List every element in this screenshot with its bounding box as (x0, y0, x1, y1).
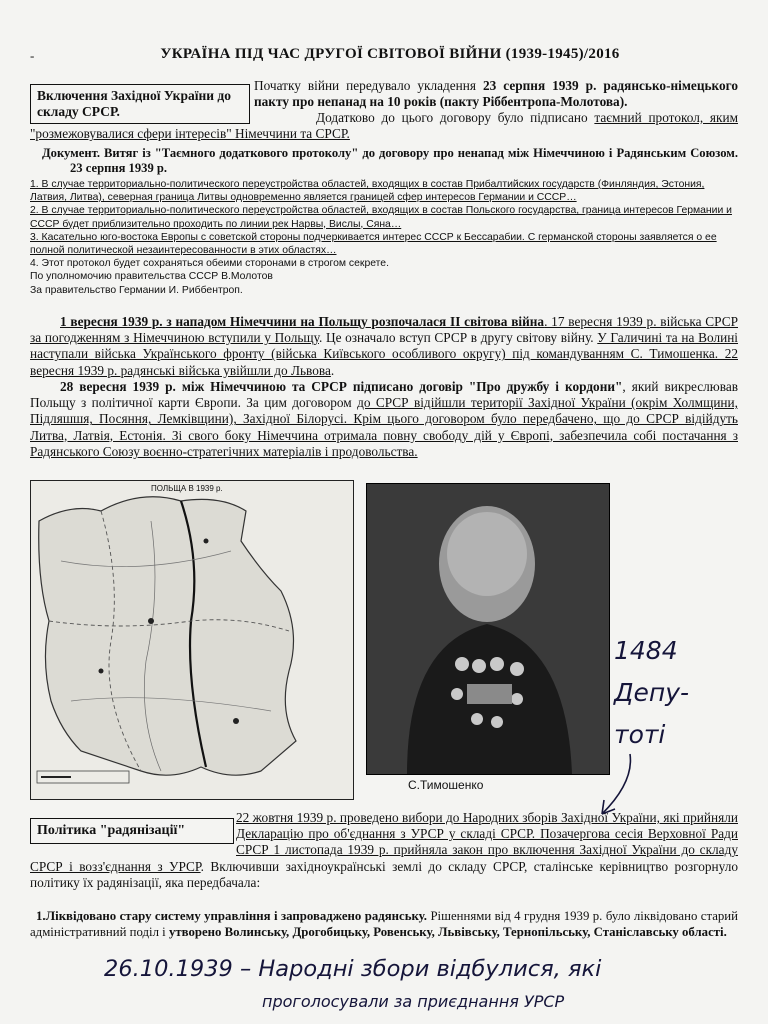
section2-paragraph1 (30, 314, 738, 379)
ukrainian-front: У Галичині та на Волині наступали війська Українського фронту (війська Київського особливого округу) під командуванням С. Тимошенка. 22 вересня 1939 р. радянські війська увійшли до Львова (30, 330, 739, 378)
sovietization-text: . Включивши західноукраїнські землі до складу СРСР, сталінське керівництво розгорнуло політику їх радянізації, яка передбачала: (30, 858, 738, 890)
map-poland-1939 (30, 480, 354, 800)
intro-pact: радянсько-німецького пакту про непанад на 10 років (пакту Ріббентропа-Молотова). (254, 78, 738, 110)
portrait-photo (366, 483, 610, 775)
map-drawing (31, 481, 353, 799)
document-date: 23 серпня 1939 р. (70, 161, 168, 175)
document-signature-germany: За правительство Германии И. Риббентроп. (30, 284, 243, 296)
document-item: 1. В случае территориально-политического переустройства областей, входящих в состав Прибалтийских государств (Финляндия, Эстония, Латвия, Литва), северная граница Литвы одновременно является границей сфер интересов Германии и СССР… (30, 179, 705, 204)
document-item: 3. Касательно юго-востока Европы с советской стороны подчеркивается интерес СССР к Бессарабии. С германской стороны заявляется о ее полной политической незаинтересованности в этих областях… (30, 231, 717, 257)
section3-item1 (30, 908, 738, 940)
section-box-sovietization: Політика "радянізації" (30, 818, 234, 844)
handwritten-side-note (614, 630, 689, 756)
intro-text-d: Додатково до цього договору було підписано (316, 110, 595, 125)
section2-text: . (330, 362, 335, 378)
ussr-invasion: . 17 вересня 1939 р. війська СРСР за погодженням з Німеччиною вступили у Польщу (30, 314, 738, 346)
handwritten-number: 1484 (614, 636, 678, 665)
item1-heading: 1.Ліквідовано стару систему управління і запроваджено радянську. (36, 909, 427, 923)
document-item: 4. Этот протокол будет сохраняться обеими сторонами в строгом секрете. (30, 258, 389, 270)
document-title-text: Документ. Витяг із "Таємного додаткового протоколу" до договору про ненапад між Німеччиною і Радянським Союзом. (42, 146, 738, 160)
document-signature-ussr: По уполномочию правительства СССР В.Молотов (30, 271, 273, 283)
section1-intro (254, 78, 738, 110)
item1-text: Рішеннями від 4 грудня 1939 р. було ліквідовано старий адміністративний поділ і (30, 909, 739, 940)
map-title: ПОЛЬЩА В 1939 р. (151, 484, 223, 493)
section1-continued (30, 110, 738, 142)
handwritten-bottom-line2: проголосували за приєднання УРСР (262, 992, 565, 1011)
portrait-drawing (367, 484, 609, 774)
section-box-west-ukraine: Включення Західної України до складу СРСР. (30, 84, 250, 124)
section2-paragraph2 (30, 379, 738, 460)
photo-caption: С.Тимошенко (408, 778, 484, 792)
intro-date: 23 серпня 1939 р. (482, 78, 597, 93)
handwritten-bottom-line1: 26.10.1939 – Народні збори відбулися, які (104, 956, 602, 982)
territories-transfer: до СРСР відійшли території Західної України (окрім Холмщини, Підляшшя, Посяння, Лемківщини), Західної Білорусі. Крім цього договором було передбачено, що до СРСР відійдуть Литва, Латвія, Естонія (30, 395, 738, 443)
elections-text: 22 жовтня 1939 р. проведено вибори до Народних зборів Західної України, які прийняли Декларацію про об'єднання з УРСР у складі СРСР. Позачергова сесія Верховної Ради СРСР 1 листопада 1939 р. прийняла закон про включення Західної України до складу СРСР і возз'єднання з УРСР (30, 810, 738, 874)
page-title: УКРАЇНА ПІД ЧАС ДРУГОЇ СВІТОВОЇ ВІЙНИ (1939-1945)/2016 (160, 46, 620, 62)
friendship-treaty: 28 вересня 1939 р. між Німеччиною та СРСР підписано договір "Про дружбу і кордони" (60, 379, 623, 394)
section2-text: , який викреслював Польщу з політичної карти Європи. За цим договором (30, 379, 738, 411)
section2-text: . Це означало вступ СРСР в другу світову війну. (318, 330, 598, 346)
intro-text-a: Початку війни передувало укладення (254, 78, 483, 93)
document-item: 2. В случае территориально-политического переустройства областей, входящих в состав Польского государства, граница интересов Германии и СССР будет приблизительно проходить по линии рек Нарвы, Вислы, Сяна… (30, 205, 732, 230)
section3-first-line-spacer (30, 810, 236, 848)
document-title (30, 146, 738, 176)
intro-secret-protocol: таємний протокол, яким "розмежовувалися сфери інтересів" Німеччини та СРСР. (30, 110, 739, 142)
document-body (30, 178, 738, 297)
ww2-start: 1 вересня 1939 р. з нападом Німеччини на Польщу розпочалася ІІ світова війна (60, 314, 545, 329)
germany-gains: . Зі свого боку Німеччина отримала повну свободу дій у Європі, забезпечила собі постачання з Радянського Союзу воєнно-стратегічних матеріалів і продовольства. (30, 427, 738, 459)
item1-regions: утворено Волинську, Дрогобицьку, Ровенську, Львівську, Тернопільську, Станіславську області. (168, 925, 727, 940)
handwritten-word-1: Депу- (614, 678, 690, 707)
section3-body (30, 810, 738, 891)
handwritten-word-2: тоті (614, 720, 666, 749)
header-mark: - (30, 48, 35, 63)
